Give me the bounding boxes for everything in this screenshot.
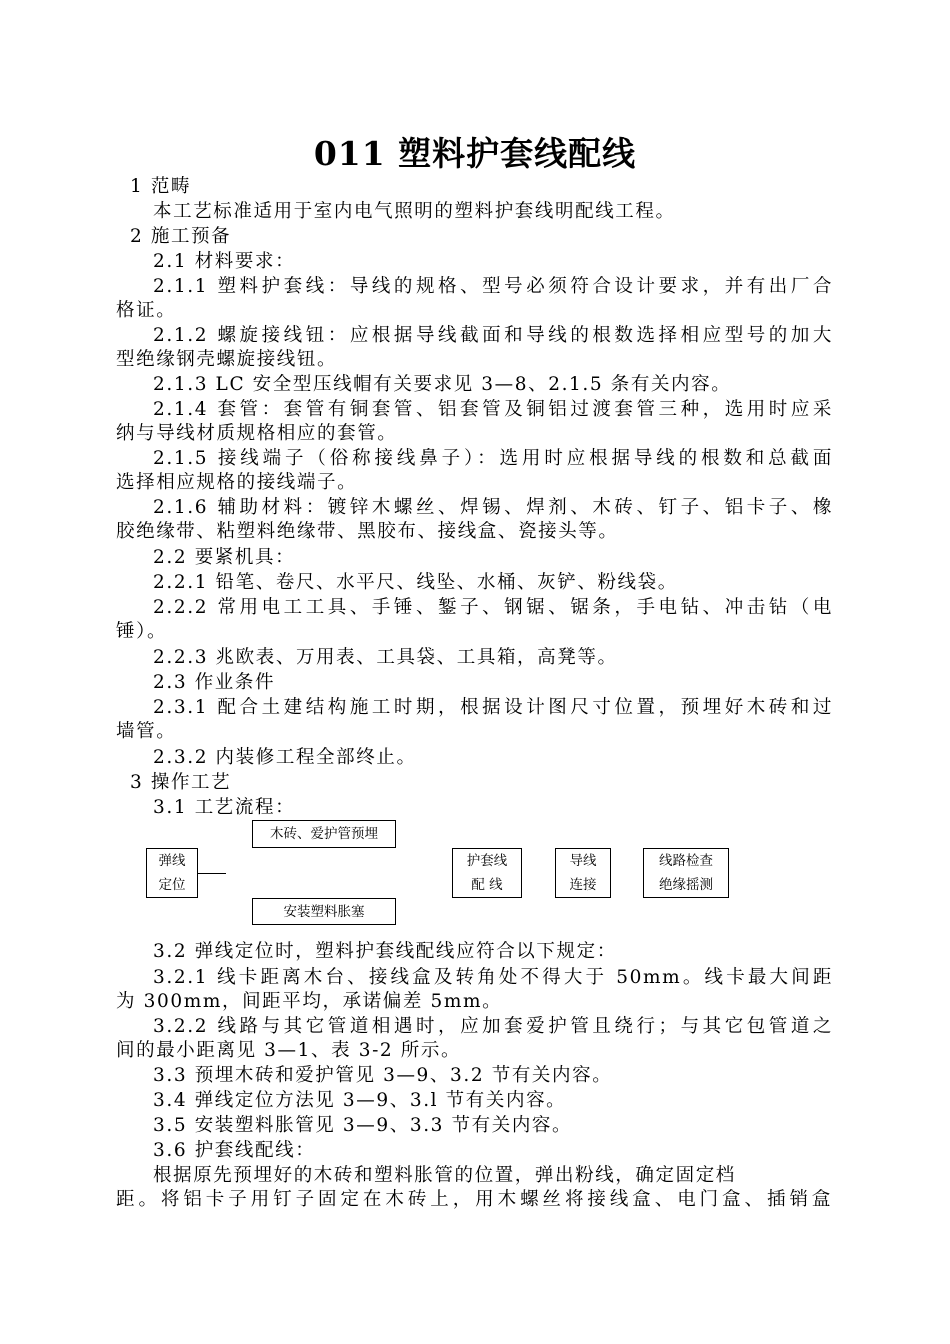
flow-box-label: 弹线 [158,853,186,869]
paragraph-line: 2.3.2 内装修工程全部终止。 [153,747,417,768]
paragraph-line: 格证。 [116,300,177,321]
flow-box-embed [252,820,396,848]
paragraph-line: 2.1.5 接线端子（俗称接线鼻子）：选用时应根据导线的根数和总截面 [153,448,833,469]
paragraph-line: 墙管。 [116,721,177,742]
flow-box-positioning [146,848,198,898]
paragraph-line: 胶绝缘带、粘塑料绝缘带、黑胶布、接线盒、瓷接头等。 [116,521,619,542]
flow-box-connect [555,848,611,898]
flow-box-wiring [452,848,522,898]
flow-box-label: 定位 [158,877,186,893]
section-heading: 2 施工预备 [130,226,232,247]
paragraph-line: 3.2.1 线卡距离木台、接线盒及转角处不得大于 50mm。线卡最大间距 [153,967,833,988]
flow-box-label: 连接 [569,877,597,893]
section-heading: 3 操作工艺 [130,772,232,793]
paragraph-line: 距。将铝卡子用钉子固定在木砖上，用木螺丝将接线盒、电门盒、插销盒 [116,1189,832,1210]
paragraph-line: 3.4 弹线定位方法见 3—9、3.l 节有关内容。 [153,1090,567,1111]
paragraph-line: 2.1.1 塑料护套线：导线的规格、型号必须符合设计要求，并有出厂合 [153,276,833,297]
paragraph-line: 3.3 预埋木砖和爱护管见 3—9、3.2 节有关内容。 [153,1065,613,1086]
paragraph-line: 3.5 安装塑料胀管见 3—9、3.3 节有关内容。 [153,1115,573,1136]
paragraph-line: 3.2.2 线路与其它管道相遇时，应加套爱护管且绕行；与其它包管道之 [153,1016,833,1037]
flow-box-label: 木砖、爱护管预埋 [270,826,378,842]
paragraph-line: 选择相应规格的接线端子。 [116,472,358,493]
paragraph-line: 本工艺标准适用于室内电气照明的塑料护套线明配线工程。 [153,201,676,222]
paragraph-line: 2.2.2 常用电工工具、手锤、錾子、钢锯、锯条，手电钻、冲击钻（电 [153,597,833,618]
paragraph-line: 锤）。 [116,621,168,642]
paragraph-line: 为 300mm，间距平均，承诺偏差 5mm。 [116,991,503,1012]
paragraph-line: 纳与导线材质规格相应的套管。 [116,423,398,444]
flow-box-label: 安装塑料胀塞 [283,903,365,920]
paragraph-line: 根据原先预埋好的木砖和塑料胀管的位置，弹出粉线，确定固定档 [153,1165,736,1186]
paragraph-line: 型绝缘钢壳螺旋接线钮。 [116,349,338,370]
paragraph-line: 间的最小距离见 3—1、表 3-2 所示。 [116,1040,462,1061]
paragraph-line: 2.1.6 辅助材料：镀锌木螺丝、焊锡、焊剂、木砖、钉子、铝卡子、橡 [153,497,833,518]
paragraph-line: 2.2.3 兆欧表、万用表、工具袋、工具箱，高凳等。 [153,647,618,668]
flow-box-inspect [643,848,729,898]
paragraph-line: 2.1.2 螺旋接线钮：应根据导线截面和导线的根数选择相应型号的加大 [153,325,833,346]
subsection-heading: 2.1 材料要求： [153,251,296,272]
section-heading: 1 范畴 [130,176,192,197]
flow-box-label: 绝缘摇测 [659,877,713,893]
flow-connector [198,873,226,874]
flow-box-label: 导线 [569,853,597,869]
subsection-heading: 2.3 作业条件 [153,672,276,693]
subsection-heading: 2.2 要紧机具： [153,547,296,568]
flow-box-label: 护套线 [466,853,508,869]
paragraph-line: 2.1.4 套管：套管有铜套管、铝套管及铜铝过渡套管三种，选用时应采 [153,399,833,420]
flow-box-label: 配 线 [471,877,503,893]
subsection-heading: 3.6 护套线配线： [153,1140,316,1161]
subsection-heading: 3.1 工艺流程： [153,797,296,818]
paragraph-line: 2.1.3 LC 安全型压线帽有关要求见 3—8、2.1.5 条有关内容。 [153,374,732,395]
flow-box-anchor [252,898,396,925]
paragraph-line: 2.3.1 配合土建结构施工时期，根据设计图尺寸位置，预埋好木砖和过 [153,697,833,718]
subsection-heading: 3.2 弹线定位时，塑料护套线配线应符合以下规定： [153,941,617,962]
flow-box-label: 线路检查 [659,853,713,869]
document-title: 011 塑料护套线配线 [313,134,637,173]
paragraph-line: 2.2.1 铅笔、卷尺、水平尺、线坠、水桶、灰铲、粉线袋。 [153,572,678,593]
